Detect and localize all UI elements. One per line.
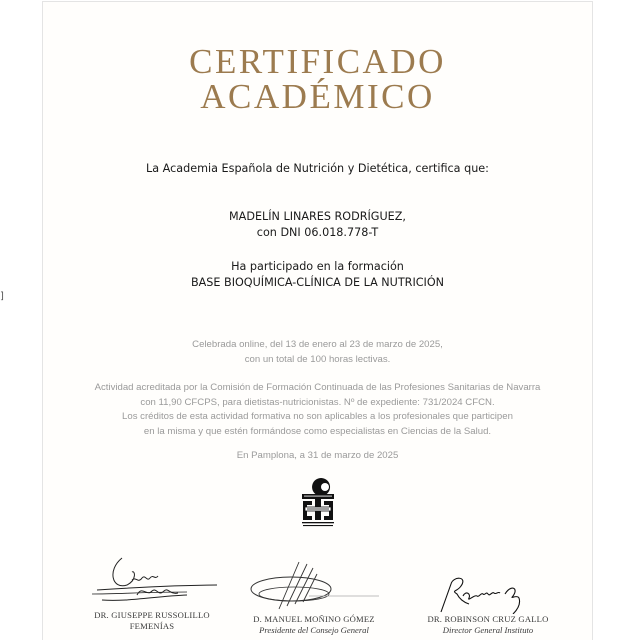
participation-block	[43, 259, 592, 291]
certificate-paper	[42, 1, 593, 640]
signature-3	[413, 554, 563, 614]
signature-1	[87, 550, 217, 610]
course-name: BASE BIOQUÍMICA-CLÍNICA DE LA NUTRICIÓN	[190, 276, 445, 289]
accreditation-line4: en la misma y que estén formándose como especialistas en Ciencias de la Salud.	[143, 425, 492, 437]
signer-2	[239, 554, 389, 636]
signer-2-role: Presidente del Consejo General	[259, 625, 369, 635]
cfc-navarra-logo	[299, 476, 337, 528]
issuer-statement: La Academia Española de Nutrición y Dietética, certifica que:	[146, 162, 489, 175]
signer-1-name-line2: FEMENÍAS	[129, 621, 175, 631]
accreditation-line3: Los créditos de esta actividad formativa no son aplicables a los profesionales que participen	[122, 411, 513, 422]
certificate-title-line2: ACADÉMICO	[200, 77, 435, 116]
signer-3-name: DR. ROBINSON CRUZ GALLO	[427, 614, 549, 624]
certificate-title-line1: CERTIFICADO	[189, 42, 446, 81]
recipient-name: MADELÍN LINARES RODRÍGUEZ,	[229, 210, 406, 223]
course-hours: con un total de 100 horas lectivas.	[244, 353, 391, 365]
course-details	[43, 338, 592, 367]
signer-3	[413, 554, 563, 636]
edge-bracket-mark: ]	[0, 291, 4, 302]
accreditation-line2: con 11,90 CFCPS, para dietistas-nutricionistas. Nº de expediente: 731/2024 CFCN.	[140, 396, 495, 408]
signer-3-role: Director General Instituto	[442, 625, 534, 635]
accreditation-block	[43, 381, 592, 439]
recipient-id: con DNI 06.018.778-T	[256, 226, 379, 239]
participation-intro: Ha participado en la formación	[231, 260, 404, 273]
place-date: En Pamplona, a 31 de marzo de 2025	[236, 450, 399, 461]
signer-1	[87, 550, 217, 632]
course-dates: Celebrada online, del 13 de enero al 23 de marzo de 2025,	[192, 339, 443, 350]
signer-2-name: D. MANUEL MOÑINO GÓMEZ	[253, 614, 375, 624]
signature-2	[239, 554, 389, 614]
accreditation-line1: Actividad acreditada por la Comisión de Formación Continuada de las Profesiones Sanitarias de Navarra	[94, 382, 541, 393]
signer-1-name-line1: DR. GIUSEPPE RUSSOLILLO	[94, 610, 210, 620]
recipient-block	[43, 209, 592, 241]
